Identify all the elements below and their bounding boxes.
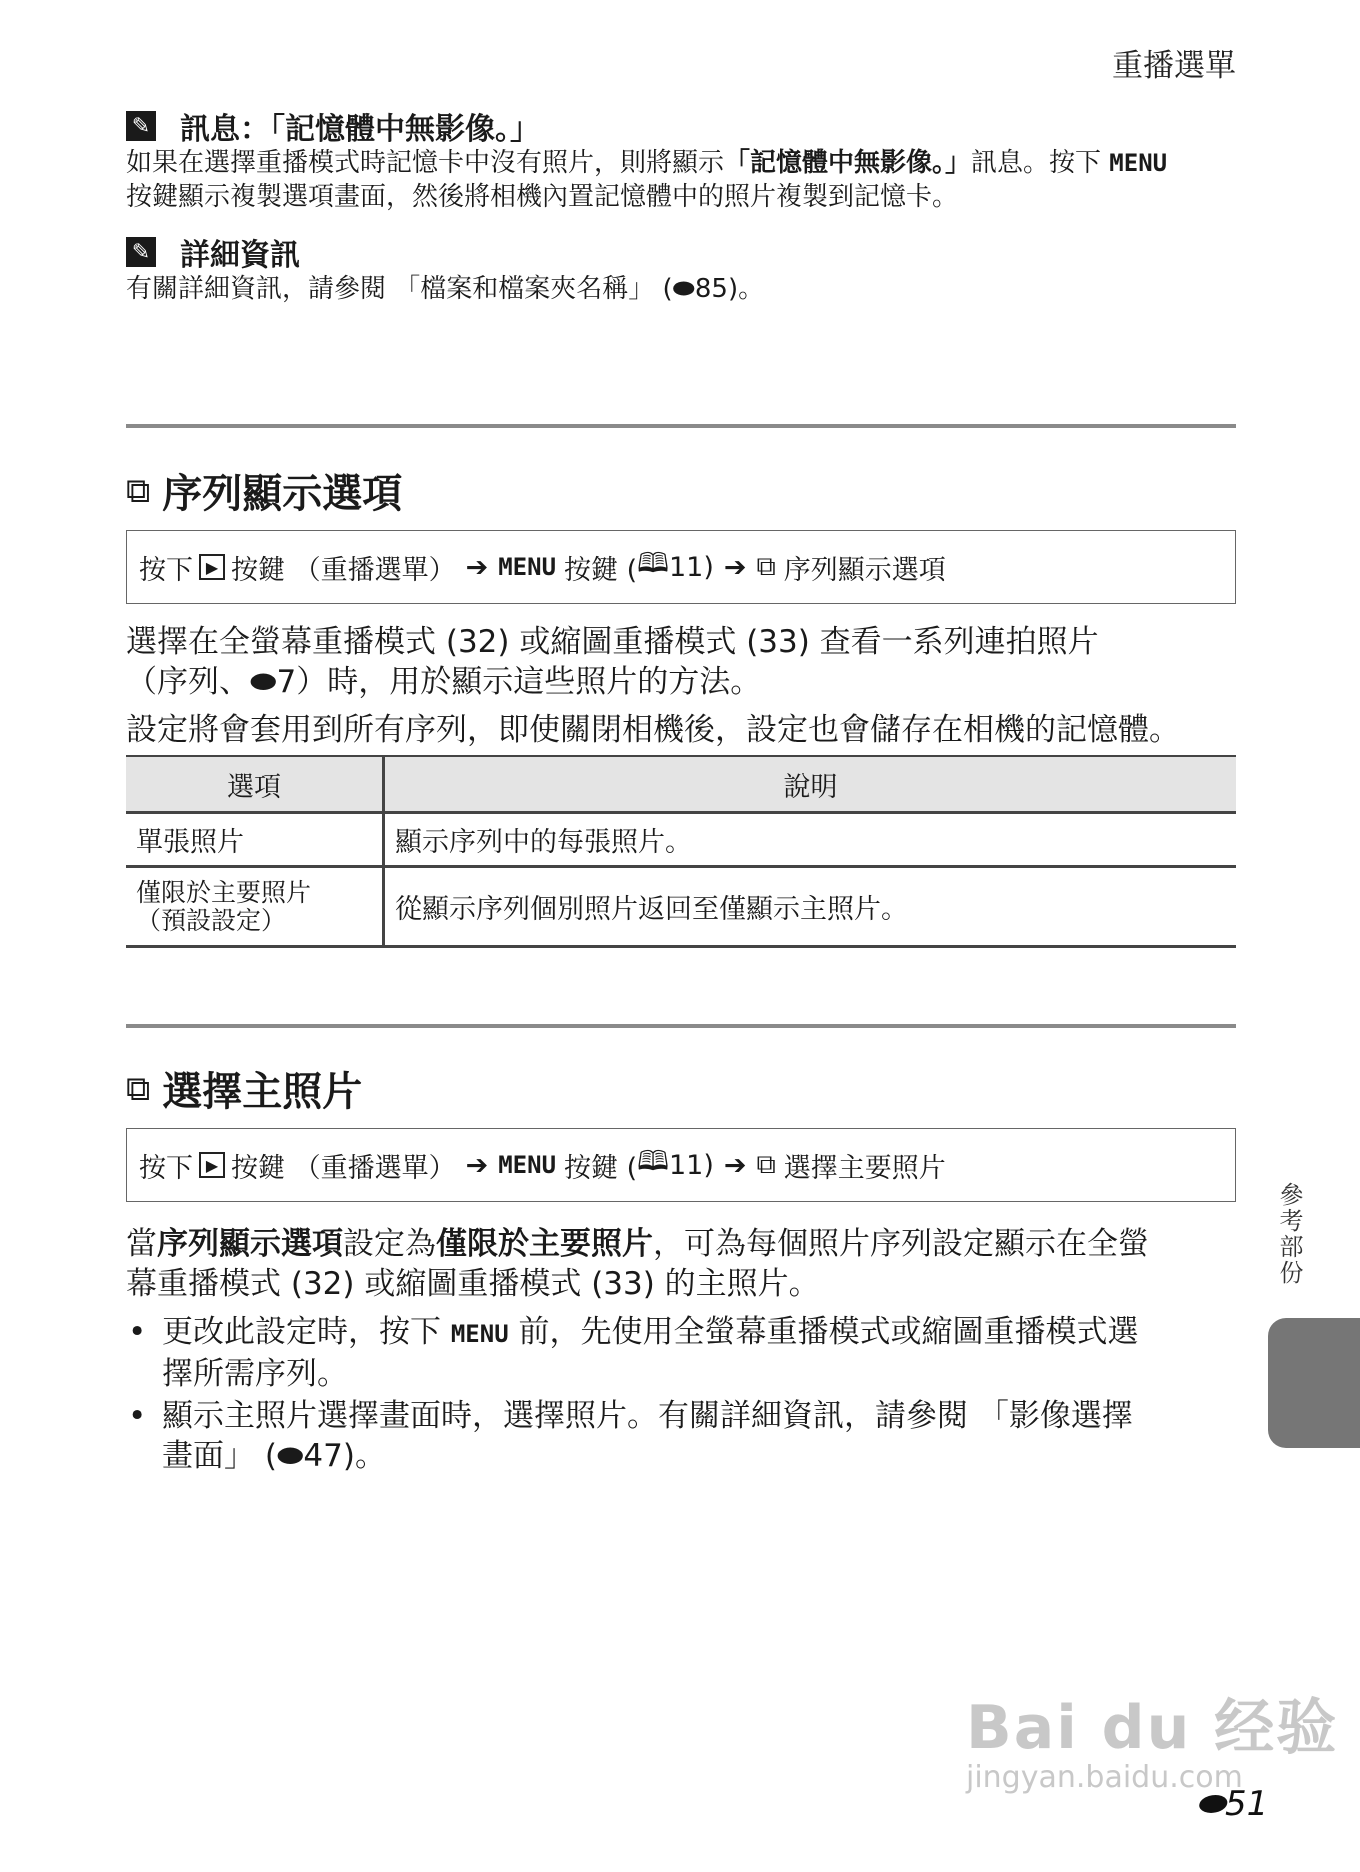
list-item [126,1312,1238,1394]
running-header: 重播選單 [1112,48,1236,84]
watermark-logo: Bai du 经验 [966,1693,1339,1763]
book-ref-icon: 🕮 [637,548,669,579]
table-header: 選項 [126,756,384,813]
table-row [126,813,1236,867]
bullet-icon: • [128,1314,147,1350]
side-tab-label: 參考部份 [1275,1182,1303,1286]
menu-key-label: MENU [1109,149,1168,177]
para-text: 當 [126,1226,157,1262]
playback-button-icon: ▶ [199,554,225,580]
note-text-bold: 「記憶體中無影像。」 [724,148,972,178]
note-title: 訊息：「記憶體中無影像。」 [180,112,540,147]
option-name: 單張照片 [126,813,384,867]
para-line: 幕重播模式 (32) 或縮圖重播模式 (33) 的主照片。 [126,1266,820,1302]
nav-target-text: 選擇主要照片 [783,1152,946,1184]
sequence-display-icon: ⧉ [756,551,776,582]
option-default-note: （預設設定） [136,905,287,935]
para-text-bold: 僅限於主要照片 [436,1226,653,1262]
option-name: 僅限於主要照片 [136,877,312,907]
option-description: 顯示序列中的每張照片。 [384,813,1237,867]
note-text: 訊息。按下 [971,148,1110,178]
list-text: 擇所需序列。 [162,1356,348,1392]
playback-button-icon: ▶ [199,1152,225,1178]
nav-text: 按下 [139,554,193,586]
nav-text: 按鍵 ( [564,1152,638,1184]
list-text: 前，先使用全螢幕重播模式或縮圖重播模式選 [508,1314,1139,1350]
note-title: 詳細資訊 [180,238,300,273]
nav-text: 按鍵 （重播選單） [231,1152,456,1184]
choose-key-picture-icon: ⧉ [126,1068,151,1109]
nav-text: 11) [668,1149,714,1181]
section-title-text: 序列顯示選項 [162,471,403,517]
menu-key-label: MENU [498,553,557,581]
page-number: ⬬51 [1196,1784,1269,1824]
list-item [126,1396,1238,1476]
bullet-icon: • [128,1398,147,1434]
watermark-url: jingyan.baidu.com [966,1760,1243,1795]
side-tab [1268,1318,1360,1448]
menu-key-label: MENU [450,1320,509,1348]
para-line: 選擇在全螢幕重播模式 (32) 或縮圖重播模式 (33) 查看一系列連拍照片 [126,624,1099,660]
sequence-display-icon: ⧉ [126,470,151,511]
list-text: 更改此設定時，按下 [162,1314,451,1350]
section-paragraph [126,1224,1238,1304]
list-text: 畫面」 (⬬47)。 [162,1438,386,1474]
menu-path-box [126,1128,1236,1202]
arrow-right-icon: ➔ [723,1149,747,1181]
section-divider [126,1024,1236,1028]
section-paragraph [126,622,1238,702]
para-text: 設定為 [343,1226,436,1262]
arrow-right-icon: ➔ [465,1149,489,1181]
choose-key-picture-icon: ⧉ [756,1149,776,1180]
para-text: ，可為每個照片序列設定顯示在全螢 [653,1226,1149,1262]
note-text: 按鍵顯示複製選項畫面，然後將相機內置記憶體中的照片複製到記憶卡。 [126,182,959,212]
note-body: 有關詳細資訊，請參閱 「檔案和檔案夾名稱」 (⬬85)。 [126,274,765,304]
table-header: 說明 [384,756,1237,813]
book-ref-icon: 🕮 [637,1146,669,1177]
list-item-text [162,1312,1139,1394]
section-divider [126,424,1236,428]
pencil-note-icon: ✎ [126,111,156,141]
table-header-row [126,756,1236,813]
section-paragraph: 設定將會套用到所有序列，即使關閉相機後，設定也會儲存在相機的記憶體。 [126,712,1180,748]
para-line: （序列、⬬7）時，用於顯示這些照片的方法。 [126,664,762,700]
note-heading [126,104,540,148]
nav-text: 按鍵 （重播選單） [231,554,456,586]
para-text-bold: 序列顯示選項 [157,1226,343,1262]
nav-text: 按下 [139,1152,193,1184]
note-text: 如果在選擇重播模式時記憶卡中沒有照片，則將顯示 [126,148,725,178]
option-description: 從顯示序列個別照片返回至僅顯示主照片。 [384,867,1237,947]
nav-target-text: 序列顯示選項 [783,554,946,586]
section-title [126,462,402,519]
note-heading [126,230,300,274]
note-body [126,146,1238,214]
pencil-note-icon: ✎ [126,237,156,267]
nav-text: 11) [668,551,714,583]
nav-text: 按鍵 ( [564,554,638,586]
arrow-right-icon: ➔ [465,551,489,583]
menu-key-label: MENU [498,1151,557,1179]
section-title-text: 選擇主照片 [162,1069,363,1115]
menu-path-box [126,530,1236,604]
section-title [126,1060,362,1117]
table-row [126,867,1236,947]
options-table [126,755,1236,948]
watermark [966,1680,1338,1795]
list-text: 顯示主照片選擇畫面時，選擇照片。有關詳細資訊，請參閱 「影像選擇 [162,1398,1133,1434]
list-item-text [162,1396,1133,1476]
option-name-cell [126,867,384,947]
arrow-right-icon: ➔ [723,551,747,583]
